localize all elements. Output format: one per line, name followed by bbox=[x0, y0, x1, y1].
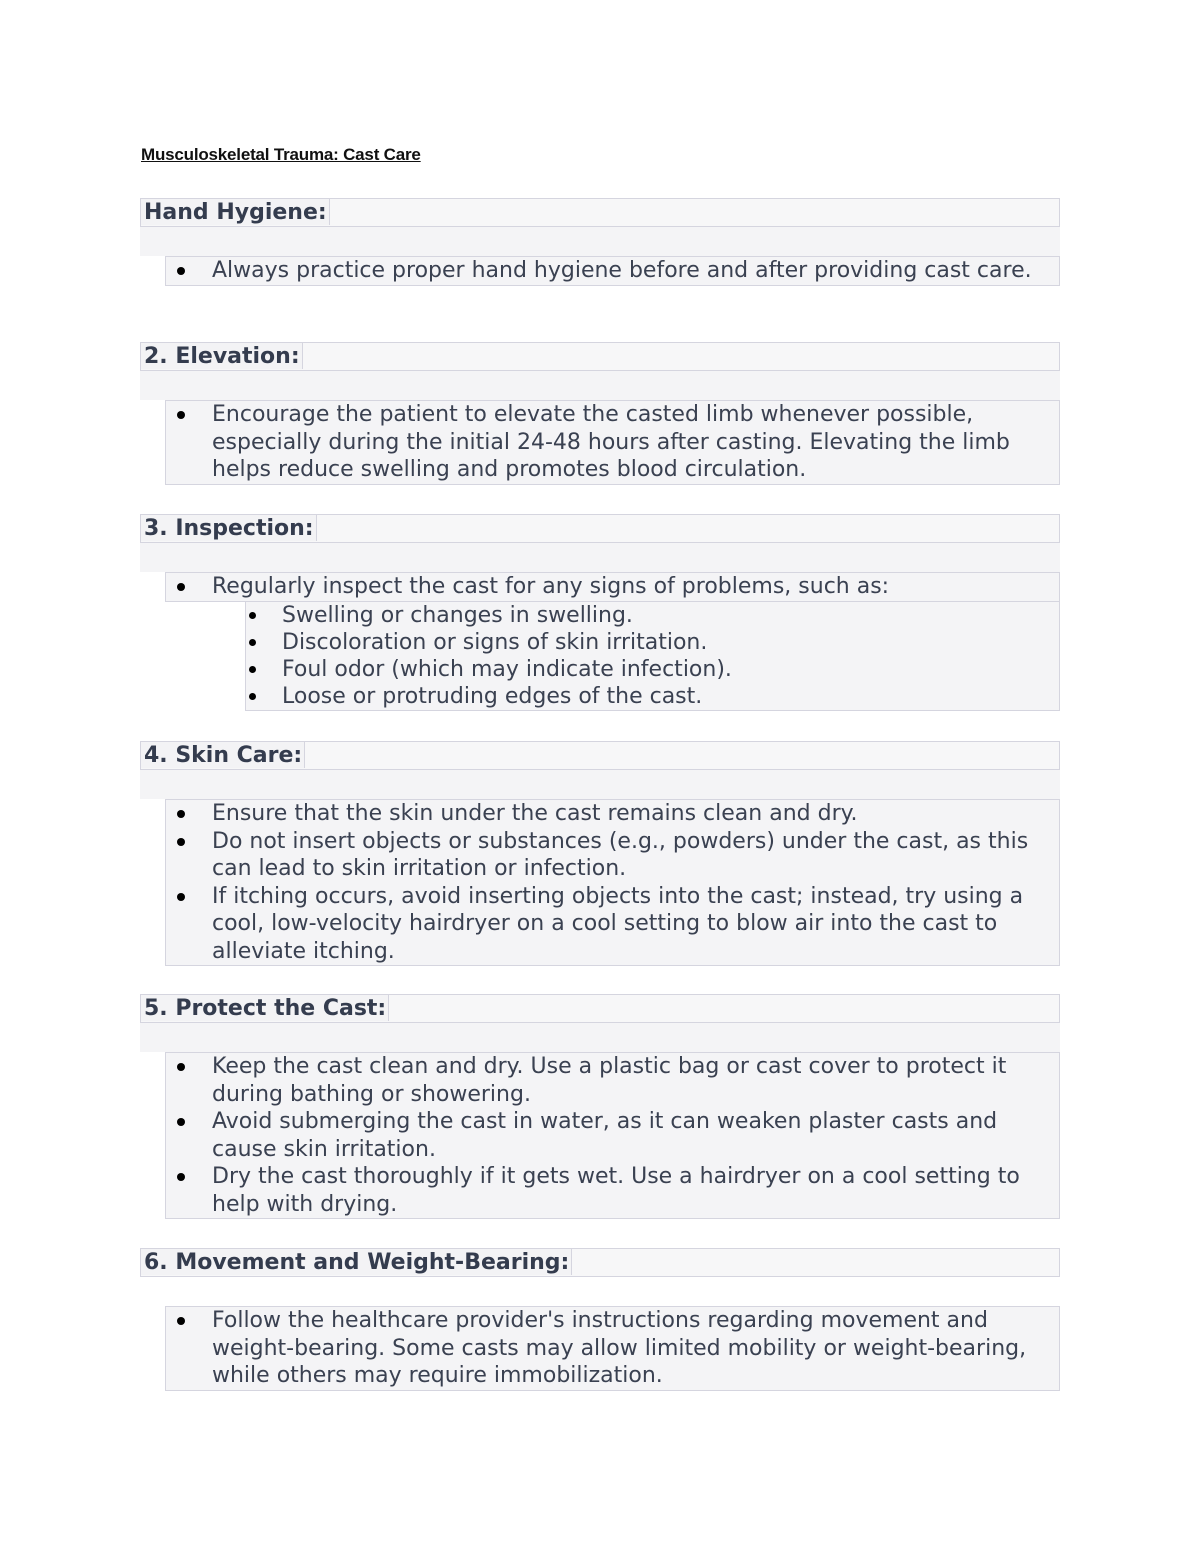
document-title: Musculoskeletal Trauma: Cast Care bbox=[141, 145, 421, 164]
spacer-row bbox=[140, 371, 1060, 400]
section-inspection bbox=[140, 514, 1060, 711]
list-item: Dry the cast thoroughly if it gets wet. Use a hairdryer on a cool setting to help with drying. bbox=[166, 1163, 1059, 1218]
sub-bullet-list bbox=[245, 602, 1060, 712]
section-elevation bbox=[140, 342, 1060, 485]
section-heading: 2. Elevation: bbox=[141, 343, 303, 369]
section-heading: 3. Inspection: bbox=[141, 515, 317, 541]
sub-list-item: Foul odor (which may indicate infection). bbox=[246, 656, 1059, 683]
list-item: Ensure that the skin under the cast remains clean and dry. bbox=[166, 800, 1059, 828]
list-item: If itching occurs, avoid inserting objects into the cast; instead, try using a cool, low-velocity hairdryer on a cool setting to blow air into the cast to alleviate itching. bbox=[166, 883, 1059, 966]
list-item: Follow the healthcare provider's instructions regarding movement and weight-bearing. Some casts may allow limited mobility or weight-bearing, while others may require immobilization. bbox=[166, 1307, 1059, 1390]
section-heading-bar bbox=[140, 1248, 1060, 1277]
list-item: Do not insert objects or substances (e.g., powders) under the cast, as this can lead to skin irritation or infection. bbox=[166, 828, 1059, 883]
sub-list-item: Swelling or changes in swelling. bbox=[246, 602, 1059, 629]
spacer-row bbox=[140, 1023, 1060, 1052]
list-item: Encourage the patient to elevate the casted limb whenever possible, especially during the initial 24-48 hours after casting. Elevating the limb helps reduce swelling and promotes blood circulation. bbox=[166, 401, 1059, 484]
list-item: Avoid submerging the cast in water, as it can weaken plaster casts and cause skin irritation. bbox=[166, 1108, 1059, 1163]
section-skin-care bbox=[140, 741, 1060, 966]
spacer-row bbox=[140, 543, 1060, 572]
bullet-list bbox=[165, 400, 1060, 485]
sub-list-item: Discoloration or signs of skin irritation. bbox=[246, 629, 1059, 656]
section-heading-bar bbox=[140, 994, 1060, 1023]
section-heading: 4. Skin Care: bbox=[141, 742, 305, 768]
section-heading: Hand Hygiene: bbox=[141, 199, 330, 225]
section-heading-bar bbox=[140, 741, 1060, 770]
list-item: Always practice proper hand hygiene before and after providing cast care. bbox=[166, 257, 1059, 285]
sub-list-item: Loose or protruding edges of the cast. bbox=[246, 683, 1059, 710]
section-movement-weight-bearing bbox=[140, 1248, 1060, 1391]
bullet-list bbox=[165, 799, 1060, 966]
list-item: Regularly inspect the cast for any signs of problems, such as: bbox=[166, 573, 1059, 601]
spacer-row bbox=[140, 227, 1060, 256]
section-heading: 5. Protect the Cast: bbox=[141, 995, 389, 1021]
bullet-list bbox=[165, 256, 1060, 286]
section-heading-bar bbox=[140, 342, 1060, 371]
spacer-row bbox=[140, 1277, 1060, 1306]
section-protect-cast bbox=[140, 994, 1060, 1219]
bullet-list bbox=[165, 1306, 1060, 1391]
section-heading-bar bbox=[140, 514, 1060, 543]
section-heading-bar bbox=[140, 198, 1060, 227]
section-heading: 6. Movement and Weight-Bearing: bbox=[141, 1249, 572, 1275]
bullet-list bbox=[165, 572, 1060, 602]
list-item: Keep the cast clean and dry. Use a plastic bag or cast cover to protect it during bathing or showering. bbox=[166, 1053, 1059, 1108]
section-hand-hygiene bbox=[140, 198, 1060, 286]
spacer-row bbox=[140, 770, 1060, 799]
bullet-list bbox=[165, 1052, 1060, 1219]
